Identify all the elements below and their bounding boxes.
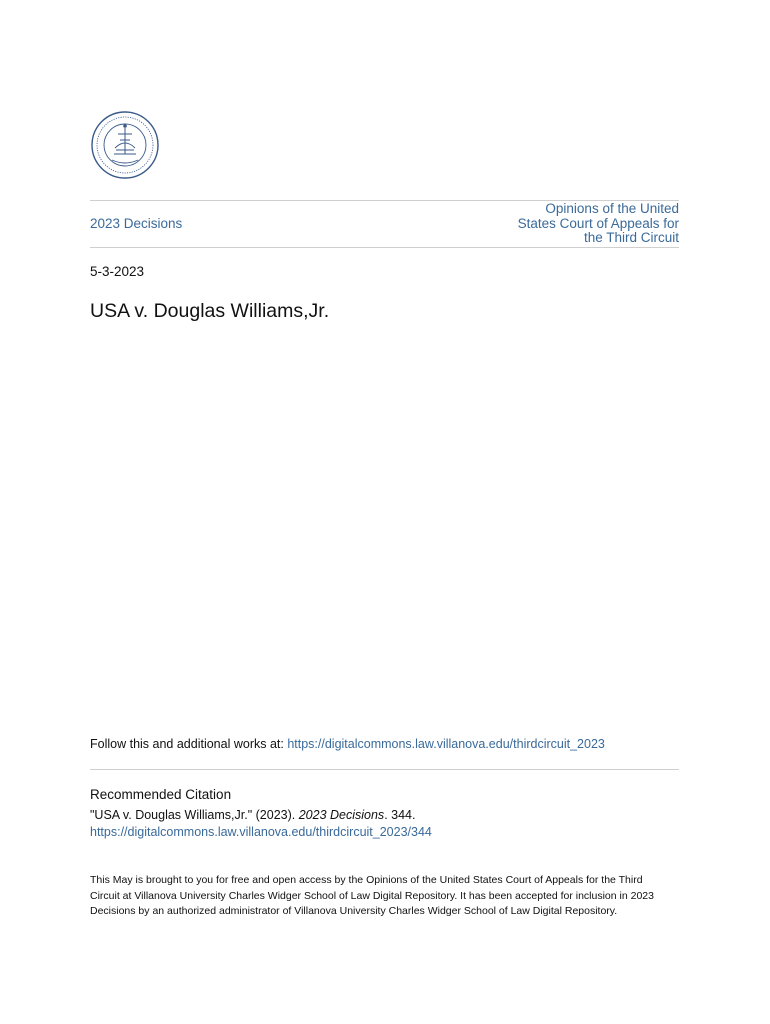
citation-rule <box>90 769 679 770</box>
access-notice: This May is brought to you for free and open access by the Opinions of the United States Court of Appeals for the Third Circuit at Villanova University Charles Widger School of Law Digital Repository. It has been accepted for inclusion in 2023 Decisions by an authorized administrator of Villanova University Charles Widger School of Law Digital Repository. <box>90 874 654 917</box>
series-link[interactable]: Opinions of the United States Court of Appeals for the Third Circuit <box>517 201 679 245</box>
collection-link[interactable]: 2023 Decisions <box>90 216 183 231</box>
citation-text <box>90 807 432 824</box>
document-title: USA v. Douglas Williams,Jr. <box>90 300 330 322</box>
recommended-citation-heading: Recommended Citation <box>90 787 232 802</box>
citation-text-before: "USA v. Douglas Williams,Jr." (2023). <box>90 808 299 822</box>
citation-link[interactable]: https://digitalcommons.law.villanova.edu/thirdcircuit_2023/344 <box>90 825 432 839</box>
citation-text-after: . 344. <box>384 808 416 822</box>
publication-date: 5-3-2023 <box>90 264 145 279</box>
header-bottom-rule <box>90 247 679 248</box>
follow-prefix: Follow this and additional works at: <box>90 737 288 751</box>
villanova-law-seal-icon <box>90 110 160 180</box>
citation-italic: 2023 Decisions <box>298 808 385 822</box>
follow-line <box>90 737 605 751</box>
follow-link[interactable]: https://digitalcommons.law.villanova.edu/thirdcircuit_2023 <box>287 737 605 751</box>
citation-block <box>90 807 432 841</box>
